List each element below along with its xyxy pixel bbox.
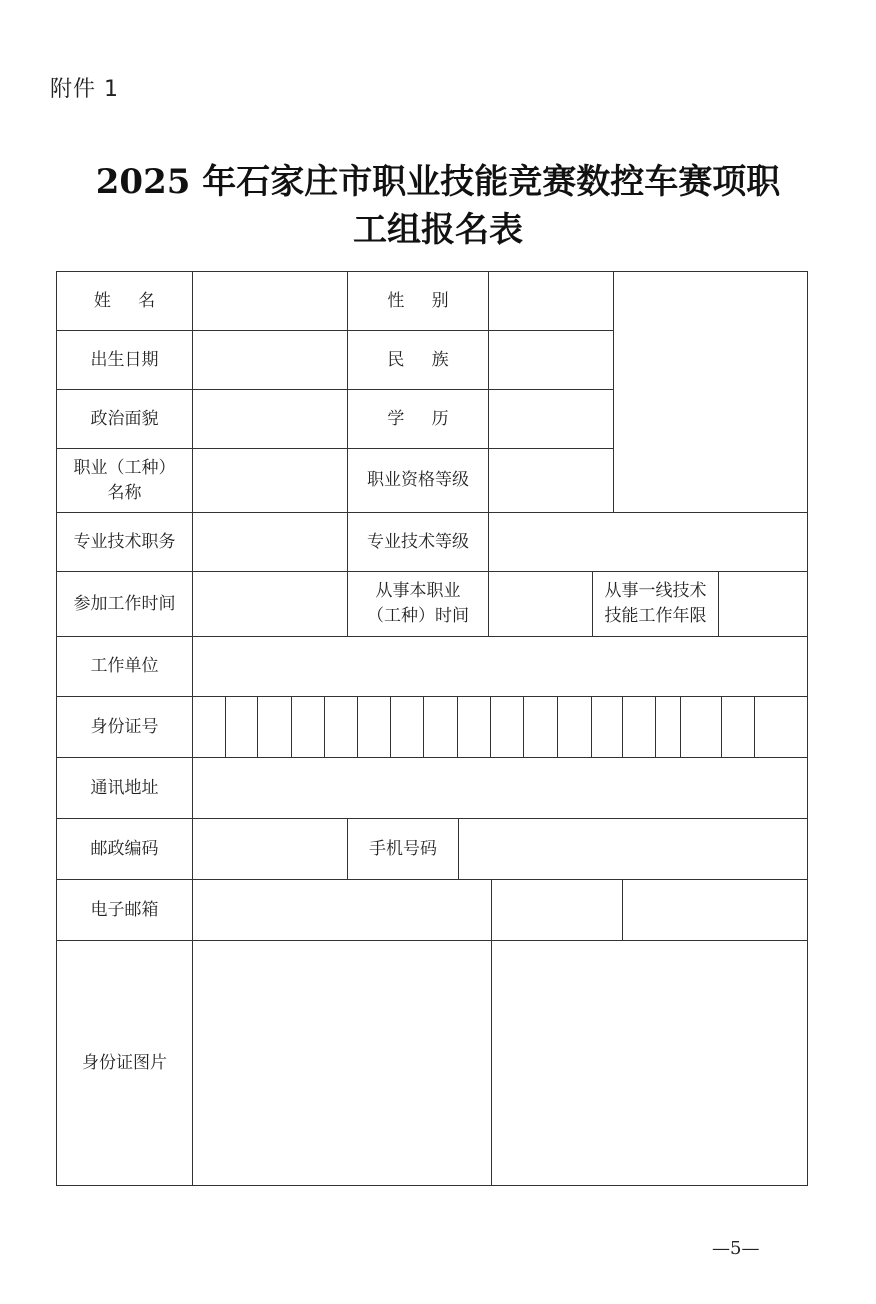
id-digit-box[interactable] (357, 696, 391, 758)
id-digit-box[interactable] (192, 696, 226, 758)
label-work-start-time: 参加工作时间 (56, 571, 193, 637)
education-field[interactable] (488, 389, 614, 449)
id-digit-box[interactable] (622, 696, 656, 758)
label-political-status: 政治面貌 (56, 389, 193, 449)
label-frontline-years-line1: 从事一线技术 (604, 581, 707, 601)
ethnicity-field[interactable] (488, 330, 614, 390)
label-qualification-level: 职业资格等级 (347, 448, 489, 513)
label-email: 电子邮箱 (56, 879, 193, 941)
id-digit-box[interactable] (390, 696, 424, 758)
name-field[interactable] (192, 271, 348, 331)
id-digit-box[interactable] (490, 696, 524, 758)
label-name-text: 姓名 (93, 290, 183, 311)
address-field[interactable] (192, 757, 808, 819)
page-title-line1: 2025 年石家庄市职业技能竞赛数控车赛项职 (95, 162, 781, 202)
label-gender (347, 271, 489, 331)
political-status-field[interactable] (192, 389, 348, 449)
id-digit-box[interactable] (225, 696, 258, 758)
id-digit-box[interactable] (291, 696, 325, 758)
label-professional-level: 专业技术等级 (347, 512, 489, 572)
id-photo-front-box[interactable] (192, 940, 492, 1186)
label-birth-date: 出生日期 (56, 330, 193, 390)
id-digit-box[interactable] (457, 696, 491, 758)
label-occupation-time-line1: 从事本职业 (375, 581, 461, 601)
page-title-line2: 工组报名表 (353, 210, 523, 250)
label-professional-title: 专业技术职务 (56, 512, 193, 572)
label-education-text: 学历 (387, 408, 476, 429)
label-frontline-years-line2: 技能工作年限 (604, 606, 707, 626)
label-name (56, 271, 193, 331)
email-field[interactable] (192, 879, 492, 941)
label-postal-code: 邮政编码 (56, 818, 193, 880)
id-digit-box[interactable] (754, 696, 808, 758)
label-occupation-name-line1: 职业（工种） (73, 457, 176, 478)
mobile-field[interactable] (458, 818, 808, 880)
email-extra-cell-1[interactable] (491, 879, 623, 941)
id-photo-back-box[interactable] (491, 940, 808, 1186)
gender-field[interactable] (488, 271, 614, 331)
id-digit-box[interactable] (523, 696, 558, 758)
label-employer: 工作单位 (56, 636, 193, 697)
label-occupation-name (56, 448, 193, 513)
occupation-name-field[interactable] (192, 448, 348, 513)
label-address: 通讯地址 (56, 757, 193, 819)
label-frontline-years (592, 571, 719, 637)
label-education (347, 389, 489, 449)
id-digit-box[interactable] (721, 696, 755, 758)
label-ethnicity (347, 330, 489, 390)
id-digit-box[interactable] (423, 696, 458, 758)
postal-code-field[interactable] (192, 818, 348, 880)
label-occupation-name-line2: 名称 (107, 482, 142, 503)
occupation-time-field[interactable] (488, 571, 593, 637)
label-mobile: 手机号码 (347, 818, 459, 880)
label-occupation-time (347, 571, 489, 637)
photo-box[interactable] (613, 271, 808, 513)
birth-date-field[interactable] (192, 330, 348, 390)
email-extra-cell-2[interactable] (622, 879, 808, 941)
attachment-label: 附件 1 (50, 77, 119, 102)
professional-level-field[interactable] (488, 512, 808, 572)
id-digit-box[interactable] (655, 696, 681, 758)
label-id-number: 身份证号 (56, 696, 193, 758)
label-id-photo: 身份证图片 (56, 940, 193, 1186)
page-number: —5— (712, 1238, 760, 1259)
id-digit-box[interactable] (324, 696, 358, 758)
label-gender-text: 性别 (387, 290, 476, 311)
professional-title-field[interactable] (192, 512, 348, 572)
id-digit-box[interactable] (591, 696, 623, 758)
employer-field[interactable] (192, 636, 808, 697)
frontline-years-field[interactable] (718, 571, 808, 637)
qualification-level-field[interactable] (488, 448, 614, 513)
work-start-time-field[interactable] (192, 571, 348, 637)
id-digit-box[interactable] (680, 696, 722, 758)
id-digit-box[interactable] (557, 696, 592, 758)
id-digit-box[interactable] (257, 696, 292, 758)
label-occupation-time-line2: （工种）时间 (367, 606, 469, 626)
label-ethnicity-text: 民族 (387, 349, 476, 370)
